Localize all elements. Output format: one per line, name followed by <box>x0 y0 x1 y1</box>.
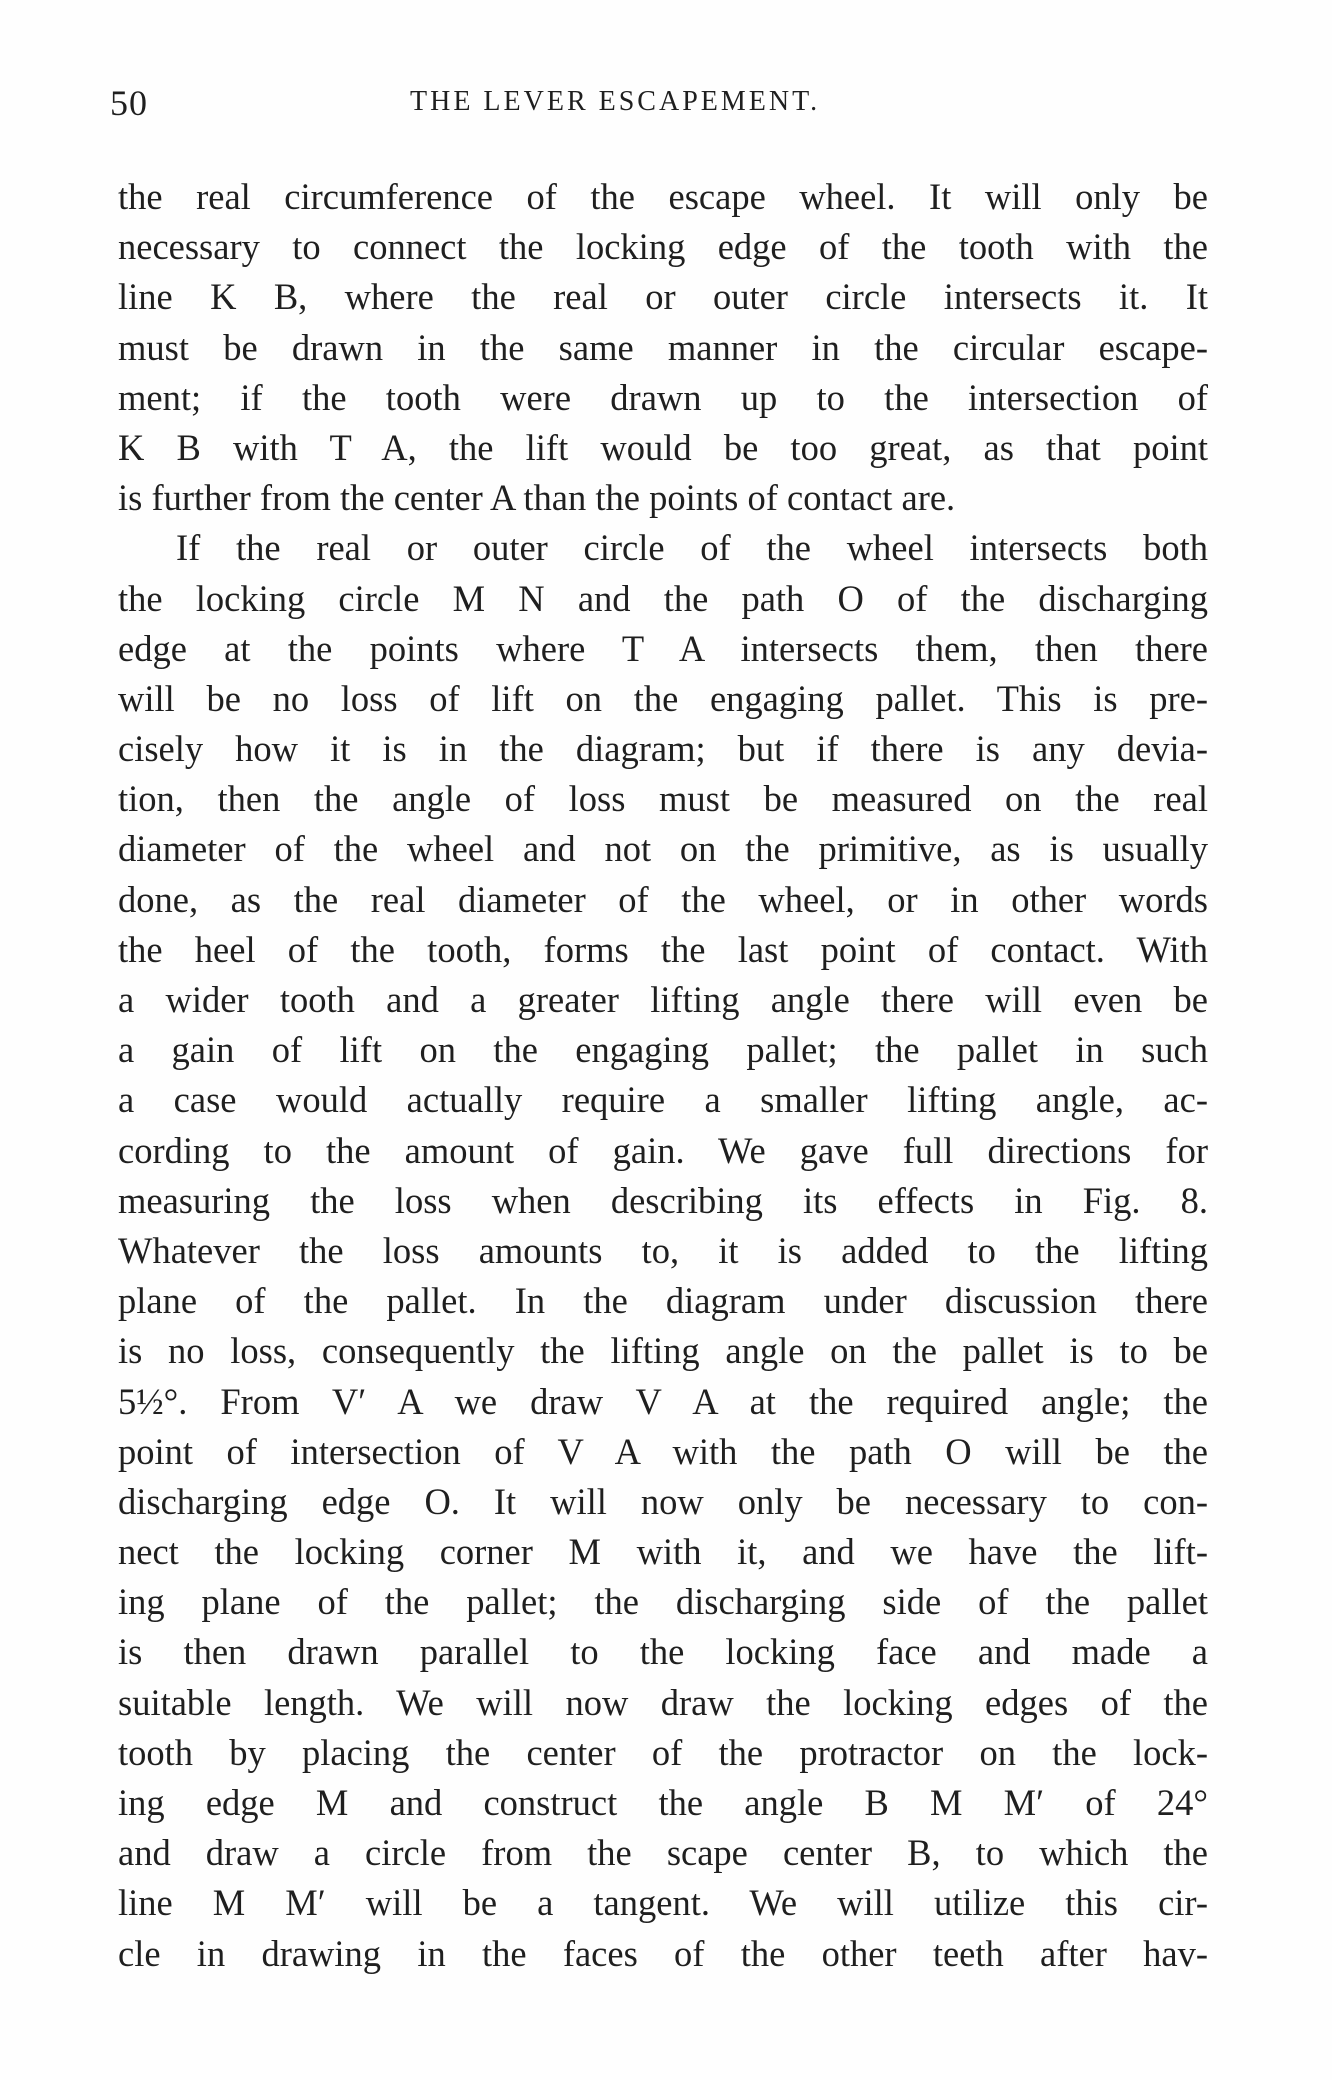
running-title: THE LEVER ESCAPEMENT. <box>410 86 821 117</box>
text-line: tooth by placing the center of the protractor on the lock- <box>118 1731 1208 1773</box>
text-line: the real circumference of the escape wheel. It will only be <box>118 176 1208 217</box>
text-line: must be drawn in the same manner in the circular escape- <box>118 326 1208 368</box>
text-line: diameter of the wheel and not on the primitive, as is usually <box>118 828 1208 870</box>
page-number: 50 <box>110 83 148 123</box>
text-line: and draw a circle from the scape center B, to which the <box>118 1832 1208 1874</box>
text-line: the locking circle M N and the path O of the discharging <box>118 577 1208 619</box>
text-line: measuring the loss when describing its effects in Fig. 8. <box>118 1179 1208 1221</box>
text-line: discharging edge O. It will now only be necessary to con- <box>118 1480 1208 1522</box>
text-line: is then drawn parallel to the locking face and made a <box>118 1631 1208 1673</box>
text-line: Whatever the loss amounts to, it is added to the lifting <box>118 1229 1208 1271</box>
text-line: the heel of the tooth, forms the last point of contact. With <box>118 928 1208 970</box>
text-line: If the real or outer circle of the wheel intersects both <box>176 527 1208 569</box>
text-line: 5½°. From V′ A we draw V A at the required angle; the <box>118 1380 1208 1422</box>
text-line: K B with T A, the lift would be too great, as that point <box>118 426 1208 468</box>
text-line: ing plane of the pallet; the discharging side of the pallet <box>118 1581 1208 1623</box>
text-line: suitable length. We will now draw the locking edges of the <box>118 1681 1208 1723</box>
text-line: line M M′ will be a tangent. We will utilize this cir- <box>118 1882 1208 1924</box>
text-line: point of intersection of V A with the path O will be the <box>118 1430 1208 1472</box>
text-line: a gain of lift on the engaging pallet; the pallet in such <box>118 1029 1208 1071</box>
text-line: is no loss, consequently the lifting angle on the pallet is to be <box>118 1330 1208 1372</box>
text-line: line K B, where the real or outer circle intersects it. It <box>118 276 1208 318</box>
running-head <box>110 82 1210 132</box>
text-line: ment; if the tooth were drawn up to the intersection of <box>118 376 1208 418</box>
text-line: necessary to connect the locking edge of the tooth with the <box>118 226 1208 268</box>
text-line: cording to the amount of gain. We gave full directions for <box>118 1129 1208 1171</box>
text-line: a wider tooth and a greater lifting angle there will even be <box>118 979 1208 1020</box>
text-line: ing edge M and construct the angle B M M′ of 24° <box>118 1782 1208 1823</box>
text-line: will be no loss of lift on the engaging pallet. This is pre- <box>118 677 1208 719</box>
text-line: done, as the real diameter of the wheel, or in other words <box>118 878 1208 920</box>
body-text <box>118 172 1208 1979</box>
text-line: edge at the points where T A intersects them, then there <box>118 627 1208 669</box>
text-line: is further from the center A than the points of contact are. <box>118 477 956 519</box>
text-line: a case would actually require a smaller lifting angle, ac- <box>118 1079 1208 1121</box>
text-line: plane of the pallet. In the diagram under discussion there <box>118 1280 1208 1322</box>
text-line: nect the locking corner M with it, and we have the lift- <box>118 1531 1208 1573</box>
text-line: tion, then the angle of loss must be measured on the real <box>118 778 1208 820</box>
text-line: cisely how it is in the diagram; but if there is any devia- <box>118 728 1208 770</box>
text-line: cle in drawing in the faces of the other teeth after hav- <box>118 1932 1208 1974</box>
